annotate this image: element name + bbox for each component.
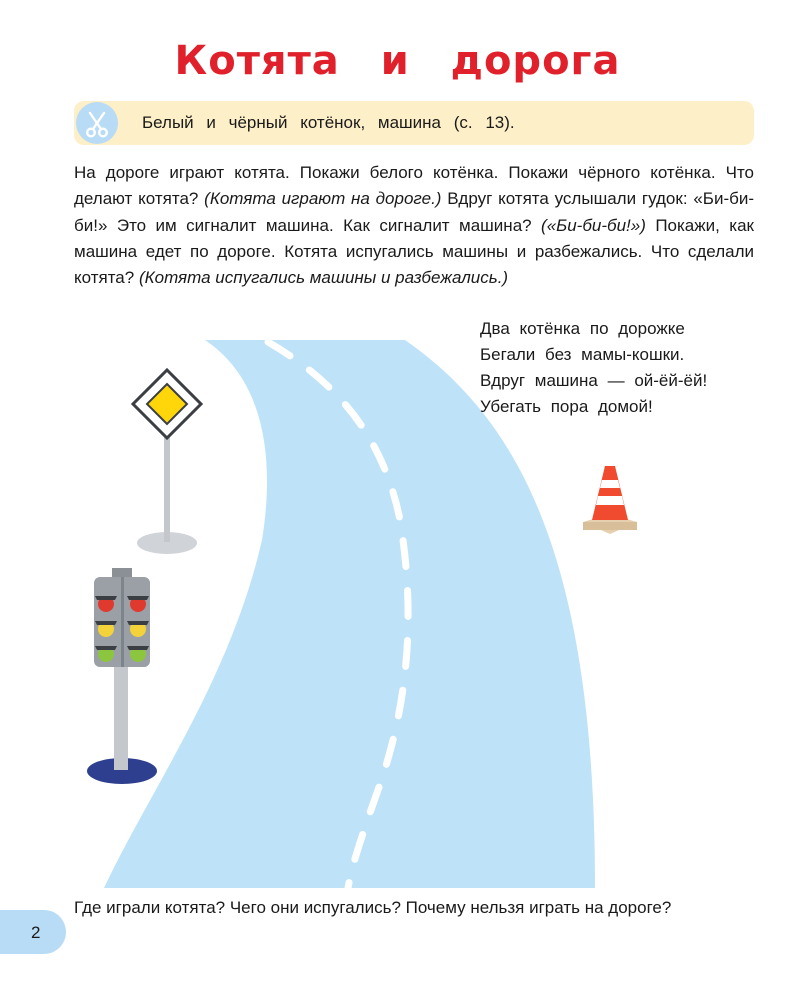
page-number: 2 bbox=[31, 923, 41, 942]
story-text: На дороге играют котята. Покажи белого котёнка. Покажи чёрного котёнка. Что делают котята? bbox=[74, 163, 754, 209]
poem-line: Вдруг машина — ой-ёй-ёй! bbox=[480, 371, 708, 390]
story-answer: («Би-би-би!») bbox=[541, 215, 646, 235]
traffic-cone bbox=[583, 466, 637, 534]
poem-line: Бегали без мамы-кошки. bbox=[480, 345, 685, 364]
story-text: Вдруг котята услышали гудок: «Би-би-би!» Это им сигналит машина. Как сигналит машина? bbox=[74, 189, 755, 235]
poem bbox=[480, 316, 760, 420]
questions-text: Где играли котята? Чего они испугались? Почему нельзя играть на дороге? bbox=[74, 898, 672, 917]
poem-line: Два котёнка по дорожке bbox=[480, 319, 685, 338]
materials-text: Белый и чёрный котёнок, машина (с. 13). bbox=[142, 113, 515, 132]
story-answer: (Котята испугались машины и разбежались.) bbox=[138, 268, 509, 288]
story-answer: (Котята играют на дороге.) bbox=[204, 189, 442, 209]
page-title: Котята и дорога bbox=[174, 38, 621, 84]
story-text: Покажи, как машина едет по дороге. Котята испугались машины и разбежались. Что сделали котята? bbox=[74, 215, 754, 288]
poem-line: Убегать пора домой! bbox=[480, 397, 653, 416]
